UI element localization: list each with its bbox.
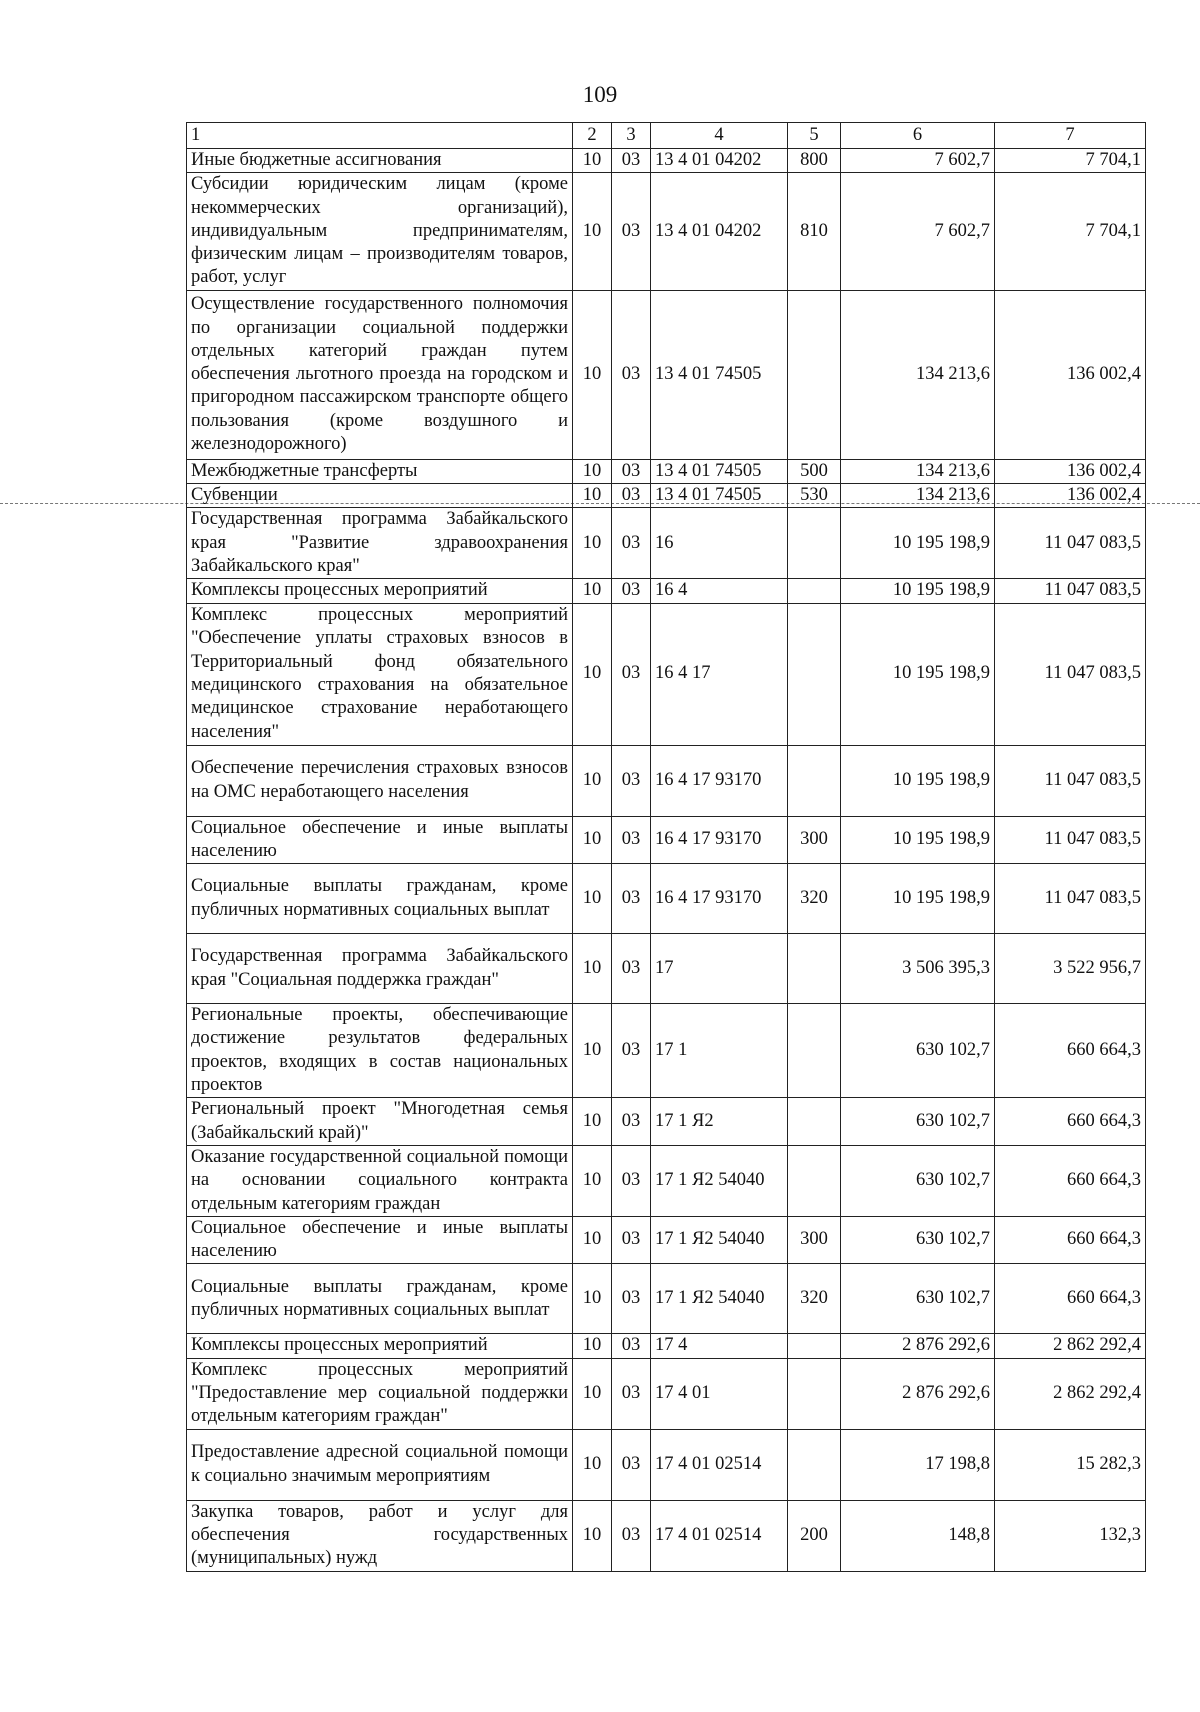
subsection-code-cell: 03 [612, 173, 651, 290]
target-article-cell: 17 1 Я2 54040 [651, 1264, 788, 1334]
table-row [187, 1145, 1146, 1216]
table-row [187, 149, 1146, 173]
target-article-cell: 13 4 01 74505 [651, 290, 788, 459]
table-row [187, 745, 1146, 816]
section-code-cell: 10 [573, 484, 612, 508]
table-header-row [187, 123, 1146, 149]
amount-year-2-cell: 11 047 083,5 [995, 864, 1146, 934]
table-row [187, 173, 1146, 290]
section-code-cell: 10 [573, 579, 612, 603]
target-article-cell: 13 4 01 74505 [651, 459, 788, 483]
subsection-code-cell: 03 [612, 1145, 651, 1216]
section-code-cell: 10 [573, 816, 612, 864]
section-code-cell: 10 [573, 508, 612, 579]
section-code-cell: 10 [573, 1429, 612, 1500]
target-article-cell: 17 4 01 02514 [651, 1429, 788, 1500]
expense-type-cell: 300 [788, 816, 841, 864]
section-code-cell: 10 [573, 1145, 612, 1216]
amount-year-1-cell: 134 213,6 [841, 459, 995, 483]
target-article-cell: 16 [651, 508, 788, 579]
amount-year-1-cell: 630 102,7 [841, 1004, 995, 1098]
amount-year-2-cell: 11 047 083,5 [995, 745, 1146, 816]
subsection-code-cell: 03 [612, 579, 651, 603]
subsection-code-cell: 03 [612, 745, 651, 816]
expense-type-cell: 200 [788, 1500, 841, 1571]
amount-year-1-cell: 7 602,7 [841, 149, 995, 173]
amount-year-2-cell: 660 664,3 [995, 1098, 1146, 1146]
row-name-cell: Социальное обеспечение и иные выплаты населению [187, 1216, 573, 1264]
column-header: 2 [573, 123, 612, 149]
expense-type-cell [788, 1098, 841, 1146]
amount-year-1-cell: 10 195 198,9 [841, 579, 995, 603]
table-row [187, 579, 1146, 603]
section-code-cell: 10 [573, 173, 612, 290]
amount-year-1-cell: 10 195 198,9 [841, 745, 995, 816]
expense-type-cell [788, 1334, 841, 1358]
amount-year-1-cell: 10 195 198,9 [841, 864, 995, 934]
row-name-cell: Государственная программа Забайкальского края "Социальная поддержка граждан" [187, 934, 573, 1004]
expense-type-cell: 320 [788, 1264, 841, 1334]
subsection-code-cell: 03 [612, 1429, 651, 1500]
target-article-cell: 16 4 17 93170 [651, 745, 788, 816]
expense-type-cell: 800 [788, 149, 841, 173]
expense-type-cell [788, 745, 841, 816]
target-article-cell: 17 4 [651, 1334, 788, 1358]
row-name-cell: Предоставление адресной социальной помощи к социально значимым мероприятиям [187, 1429, 573, 1500]
row-name-cell: Комплексы процессных мероприятий [187, 1334, 573, 1358]
row-name-cell: Социальное обеспечение и иные выплаты населению [187, 816, 573, 864]
section-code-cell: 10 [573, 1334, 612, 1358]
table-row [187, 1004, 1146, 1098]
table-row [187, 1429, 1146, 1500]
subsection-code-cell: 03 [612, 603, 651, 745]
amount-year-2-cell: 132,3 [995, 1500, 1146, 1571]
section-code-cell: 10 [573, 864, 612, 934]
table-row [187, 1098, 1146, 1146]
amount-year-1-cell: 10 195 198,9 [841, 816, 995, 864]
table-row [187, 603, 1146, 745]
expense-type-cell: 300 [788, 1216, 841, 1264]
row-name-cell: Комплекс процессных мероприятий "Обеспечение уплаты страховых взносов в Территориальный фонд обязательного медицинского страхования на обязательное медицинское страхование неработающего населения" [187, 603, 573, 745]
expense-type-cell [788, 603, 841, 745]
table-row [187, 816, 1146, 864]
amount-year-2-cell: 136 002,4 [995, 459, 1146, 483]
table-row [187, 934, 1146, 1004]
column-header: 3 [612, 123, 651, 149]
amount-year-2-cell: 2 862 292,4 [995, 1334, 1146, 1358]
expense-type-cell [788, 934, 841, 1004]
amount-year-1-cell: 17 198,8 [841, 1429, 995, 1500]
subsection-code-cell: 03 [612, 149, 651, 173]
amount-year-2-cell: 136 002,4 [995, 484, 1146, 508]
amount-year-1-cell: 10 195 198,9 [841, 603, 995, 745]
row-name-cell: Межбюджетные трансферты [187, 459, 573, 483]
subsection-code-cell: 03 [612, 934, 651, 1004]
section-code-cell: 10 [573, 1264, 612, 1334]
expense-type-cell [788, 1004, 841, 1098]
subsection-code-cell: 03 [612, 508, 651, 579]
amount-year-1-cell: 10 195 198,9 [841, 508, 995, 579]
row-name-cell: Осуществление государственного полномочия по организации социальной поддержки отдельных категорий граждан путем обеспечения льготного проезда на городском и пригородном пассажирском транспорте общего пользования (кроме воздушного и железнодорожного) [187, 290, 573, 459]
target-article-cell: 16 4 17 93170 [651, 864, 788, 934]
amount-year-1-cell: 2 876 292,6 [841, 1358, 995, 1429]
table-row [187, 864, 1146, 934]
subsection-code-cell: 03 [612, 1334, 651, 1358]
table-row [187, 508, 1146, 579]
amount-year-2-cell: 3 522 956,7 [995, 934, 1146, 1004]
expense-type-cell: 320 [788, 864, 841, 934]
row-name-cell: Региональный проект "Многодетная семья (Забайкальский край)" [187, 1098, 573, 1146]
table-row [187, 1358, 1146, 1429]
row-name-cell: Социальные выплаты гражданам, кроме публичных нормативных социальных выплат [187, 1264, 573, 1334]
expense-type-cell [788, 1145, 841, 1216]
column-header: 4 [651, 123, 788, 149]
row-name-cell: Оказание государственной социальной помощи на основании социального контракта отдельным категориям граждан [187, 1145, 573, 1216]
subsection-code-cell: 03 [612, 1098, 651, 1146]
target-article-cell: 17 4 01 [651, 1358, 788, 1429]
expense-type-cell [788, 1358, 841, 1429]
target-article-cell: 17 4 01 02514 [651, 1500, 788, 1571]
row-name-cell: Обеспечение перечисления страховых взносов на ОМС неработающего населения [187, 745, 573, 816]
section-code-cell: 10 [573, 603, 612, 745]
amount-year-2-cell: 660 664,3 [995, 1145, 1146, 1216]
amount-year-2-cell: 136 002,4 [995, 290, 1146, 459]
expense-type-cell [788, 508, 841, 579]
table-row [187, 1216, 1146, 1264]
row-name-cell: Государственная программа Забайкальского края "Развитие здравоохранения Забайкальского края" [187, 508, 573, 579]
table-row [187, 290, 1146, 459]
subsection-code-cell: 03 [612, 1216, 651, 1264]
subsection-code-cell: 03 [612, 1004, 651, 1098]
section-code-cell: 10 [573, 1098, 612, 1146]
amount-year-2-cell: 660 664,3 [995, 1216, 1146, 1264]
amount-year-1-cell: 7 602,7 [841, 173, 995, 290]
row-name-cell: Субвенции [187, 484, 573, 508]
target-article-cell: 17 1 [651, 1004, 788, 1098]
section-code-cell: 10 [573, 1500, 612, 1571]
amount-year-1-cell: 2 876 292,6 [841, 1334, 995, 1358]
amount-year-2-cell: 15 282,3 [995, 1429, 1146, 1500]
table-row [187, 1334, 1146, 1358]
subsection-code-cell: 03 [612, 1264, 651, 1334]
target-article-cell: 13 4 01 74505 [651, 484, 788, 508]
amount-year-2-cell: 11 047 083,5 [995, 579, 1146, 603]
amount-year-2-cell: 11 047 083,5 [995, 508, 1146, 579]
amount-year-1-cell: 134 213,6 [841, 290, 995, 459]
table-row [187, 484, 1146, 508]
row-name-cell: Комплексы процессных мероприятий [187, 579, 573, 603]
subsection-code-cell: 03 [612, 484, 651, 508]
table-row [187, 1264, 1146, 1334]
row-name-cell: Комплекс процессных мероприятий "Предоставление мер социальной поддержки отдельным категориям граждан" [187, 1358, 573, 1429]
budget-table [186, 122, 1146, 1572]
amount-year-1-cell: 3 506 395,3 [841, 934, 995, 1004]
expense-type-cell [788, 1429, 841, 1500]
section-code-cell: 10 [573, 1216, 612, 1264]
target-article-cell: 17 1 Я2 54040 [651, 1145, 788, 1216]
subsection-code-cell: 03 [612, 459, 651, 483]
amount-year-2-cell: 7 704,1 [995, 149, 1146, 173]
amount-year-2-cell: 660 664,3 [995, 1264, 1146, 1334]
subsection-code-cell: 03 [612, 1358, 651, 1429]
row-name-cell: Социальные выплаты гражданам, кроме публичных нормативных социальных выплат [187, 864, 573, 934]
target-article-cell: 17 [651, 934, 788, 1004]
target-article-cell: 16 4 17 93170 [651, 816, 788, 864]
section-code-cell: 10 [573, 1358, 612, 1429]
amount-year-1-cell: 148,8 [841, 1500, 995, 1571]
amount-year-1-cell: 630 102,7 [841, 1098, 995, 1146]
target-article-cell: 17 1 Я2 [651, 1098, 788, 1146]
subsection-code-cell: 03 [612, 1500, 651, 1571]
amount-year-1-cell: 134 213,6 [841, 484, 995, 508]
expense-type-cell: 810 [788, 173, 841, 290]
amount-year-2-cell: 7 704,1 [995, 173, 1146, 290]
column-header: 6 [841, 123, 995, 149]
amount-year-2-cell: 2 862 292,4 [995, 1358, 1146, 1429]
target-article-cell: 13 4 01 04202 [651, 149, 788, 173]
column-header: 1 [187, 123, 573, 149]
amount-year-2-cell: 660 664,3 [995, 1004, 1146, 1098]
row-name-cell: Закупка товаров, работ и услуг для обеспечения государственных (муниципальных) нужд [187, 1500, 573, 1571]
amount-year-1-cell: 630 102,7 [841, 1145, 995, 1216]
amount-year-2-cell: 11 047 083,5 [995, 816, 1146, 864]
section-code-cell: 10 [573, 745, 612, 816]
section-code-cell: 10 [573, 934, 612, 1004]
expense-type-cell: 500 [788, 459, 841, 483]
subsection-code-cell: 03 [612, 864, 651, 934]
target-article-cell: 13 4 01 04202 [651, 173, 788, 290]
section-code-cell: 10 [573, 290, 612, 459]
expense-type-cell [788, 579, 841, 603]
subsection-code-cell: 03 [612, 816, 651, 864]
amount-year-2-cell: 11 047 083,5 [995, 603, 1146, 745]
amount-year-1-cell: 630 102,7 [841, 1216, 995, 1264]
amount-year-1-cell: 630 102,7 [841, 1264, 995, 1334]
column-header: 7 [995, 123, 1146, 149]
expense-type-cell [788, 290, 841, 459]
subsection-code-cell: 03 [612, 290, 651, 459]
row-name-cell: Региональные проекты, обеспечивающие достижение результатов федеральных проектов, входящих в состав национальных проектов [187, 1004, 573, 1098]
target-article-cell: 16 4 [651, 579, 788, 603]
page-number: 109 [582, 82, 618, 107]
row-name-cell: Субсидии юридическим лицам (кроме некоммерческих организаций), индивидуальным предпринимателям, физическим лицам – производителям товаров, работ, услуг [187, 173, 573, 290]
target-article-cell: 16 4 17 [651, 603, 788, 745]
expense-type-cell: 530 [788, 484, 841, 508]
target-article-cell: 17 1 Я2 54040 [651, 1216, 788, 1264]
table-row [187, 1500, 1146, 1571]
section-code-cell: 10 [573, 149, 612, 173]
section-code-cell: 10 [573, 1004, 612, 1098]
section-code-cell: 10 [573, 459, 612, 483]
column-header: 5 [788, 123, 841, 149]
row-name-cell: Иные бюджетные ассигнования [187, 149, 573, 173]
table-row [187, 459, 1146, 483]
